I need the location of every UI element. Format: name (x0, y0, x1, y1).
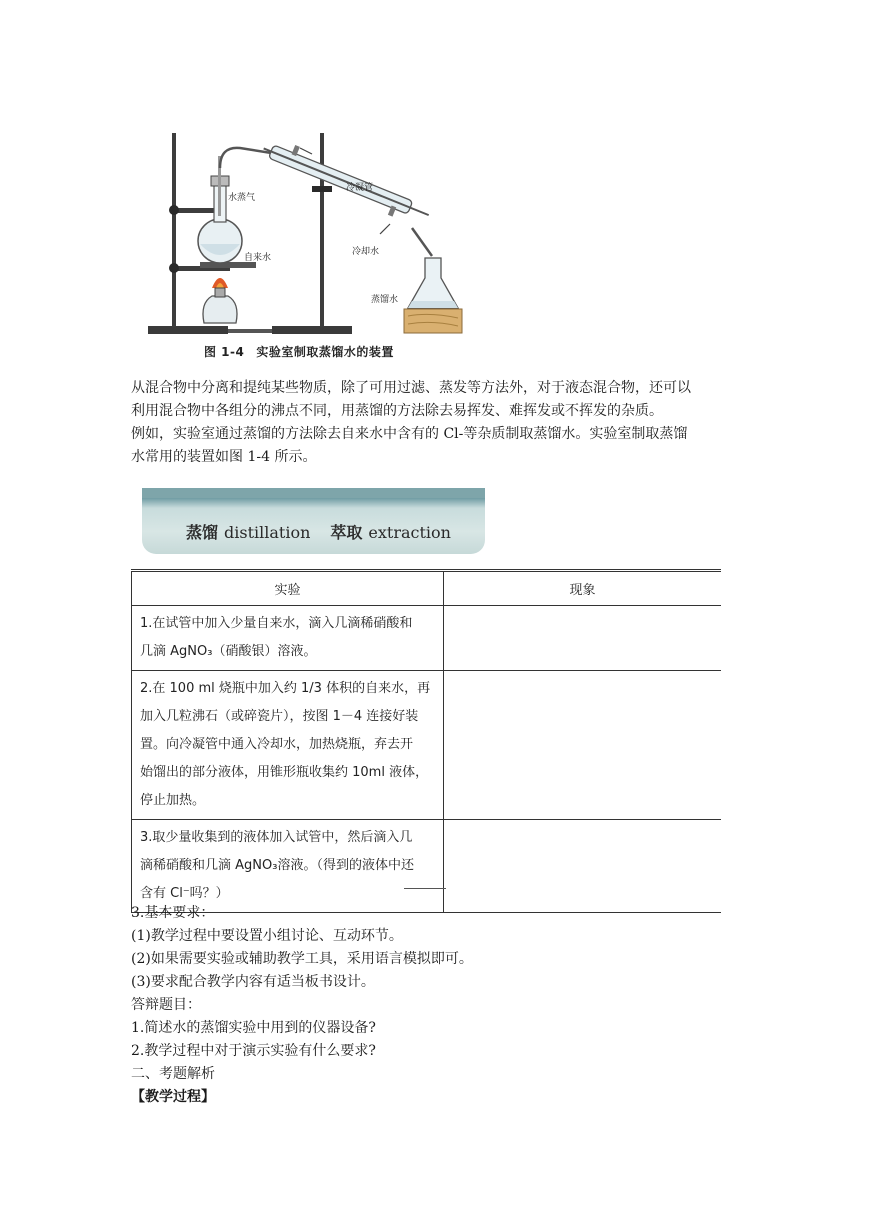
banner-terms (186, 520, 451, 543)
table-header: 实验 (132, 571, 444, 606)
cell-line: 含有 Cl⁻吗？） (140, 886, 229, 901)
banner-term-zh: 蒸馏 (186, 523, 219, 542)
table-header: 现象 (444, 571, 722, 606)
banner-term-en: extraction (368, 523, 451, 542)
section-heading: 二、考题解析 (131, 1066, 215, 1082)
table-cell-experiment (132, 671, 444, 820)
table-cell-experiment (132, 606, 444, 671)
label-tap-water: 自来水 (244, 253, 272, 263)
cell-line: 置。向冷凝管中通入冷却水，加热烧瓶，弃去开 (140, 737, 414, 752)
label-condenser: 冷凝管 (346, 183, 374, 193)
cell-line: 几滴 AgNO₃（硝酸银）溶液。 (140, 644, 317, 659)
figure-caption-text: 实验室制取蒸馏水的装置 (256, 345, 394, 359)
requirement-item: (1)教学过程中要设置小组讨论、互动环节。 (131, 928, 403, 944)
paragraph-line: 利用混合物中各组分的沸点不同，用蒸馏的方法除去易挥发、难挥发或不挥发的杂质。 (131, 403, 663, 419)
defense-question: 2.教学过程中对于演示实验有什么要求? (131, 1043, 376, 1059)
label-steam: 水蒸气 (228, 193, 256, 203)
cell-line: 2.在 100 ml 烧瓶中加入约 1/3 体积的自来水，再 (140, 681, 431, 696)
table-row (132, 606, 722, 671)
apparatus-drawing (140, 128, 480, 343)
figure-caption (204, 343, 394, 360)
table-bottom-mark (404, 888, 446, 889)
cell-line: 3.取少量收集到的液体加入试管中，然后滴入几 (140, 830, 413, 845)
table-cell-phenomenon (444, 820, 722, 913)
table-header-row (132, 571, 722, 606)
label-distilled-water: 蒸馏水 (371, 295, 399, 305)
cell-line: 1.在试管中加入少量自来水，滴入几滴稀硝酸和 (140, 616, 413, 631)
paragraph-line: 从混合物中分离和提纯某些物质，除了可用过滤、蒸发等方法外，对于液态混合物，还可以 (131, 380, 691, 396)
cell-line: 停止加热。 (140, 793, 206, 808)
requirement-item: (2)如果需要实验或辅助教学工具，采用语言模拟即可。 (131, 951, 473, 967)
cell-line: 始馏出的部分液体，用锥形瓶收集约 10ml 液体， (140, 765, 429, 780)
paragraph-line: 例如，实验室通过蒸馏的方法除去自来水中含有的 Cl-等杂质制取蒸馏水。实验室制取蒸馏 (131, 426, 688, 442)
paragraph-line: 水常用的装置如图 1-4 所示。 (131, 449, 317, 465)
distillation-apparatus-figure (140, 128, 480, 368)
experiment-table (131, 569, 721, 913)
table-cell-phenomenon (444, 606, 722, 671)
requirements-heading: 3.基本要求： (131, 905, 215, 921)
defense-question: 1.简述水的蒸馏实验中用到的仪器设备? (131, 1020, 376, 1036)
banner-term-en: distillation (224, 523, 311, 542)
label-cooling-water: 冷却水 (352, 247, 380, 257)
banner-term-zh: 萃取 (330, 523, 363, 542)
figure-caption-number: 图 1-4 (204, 345, 245, 359)
cell-line: 加入几粒沸石（或碎瓷片），按图 1－4 连接好装 (140, 709, 419, 724)
defense-questions-heading: 答辩题目： (131, 997, 201, 1013)
table-row (132, 671, 722, 820)
teaching-process-heading: 【教学过程】 (131, 1089, 215, 1105)
table-row (132, 820, 722, 913)
requirement-item: (3)要求配合教学内容有适当板书设计。 (131, 974, 375, 990)
table-cell-experiment (132, 820, 444, 913)
terms-banner (142, 488, 485, 554)
cell-line: 滴稀硝酸和几滴 AgNO₃溶液。（得到的液体中还 (140, 858, 414, 873)
table-cell-phenomenon (444, 671, 722, 820)
